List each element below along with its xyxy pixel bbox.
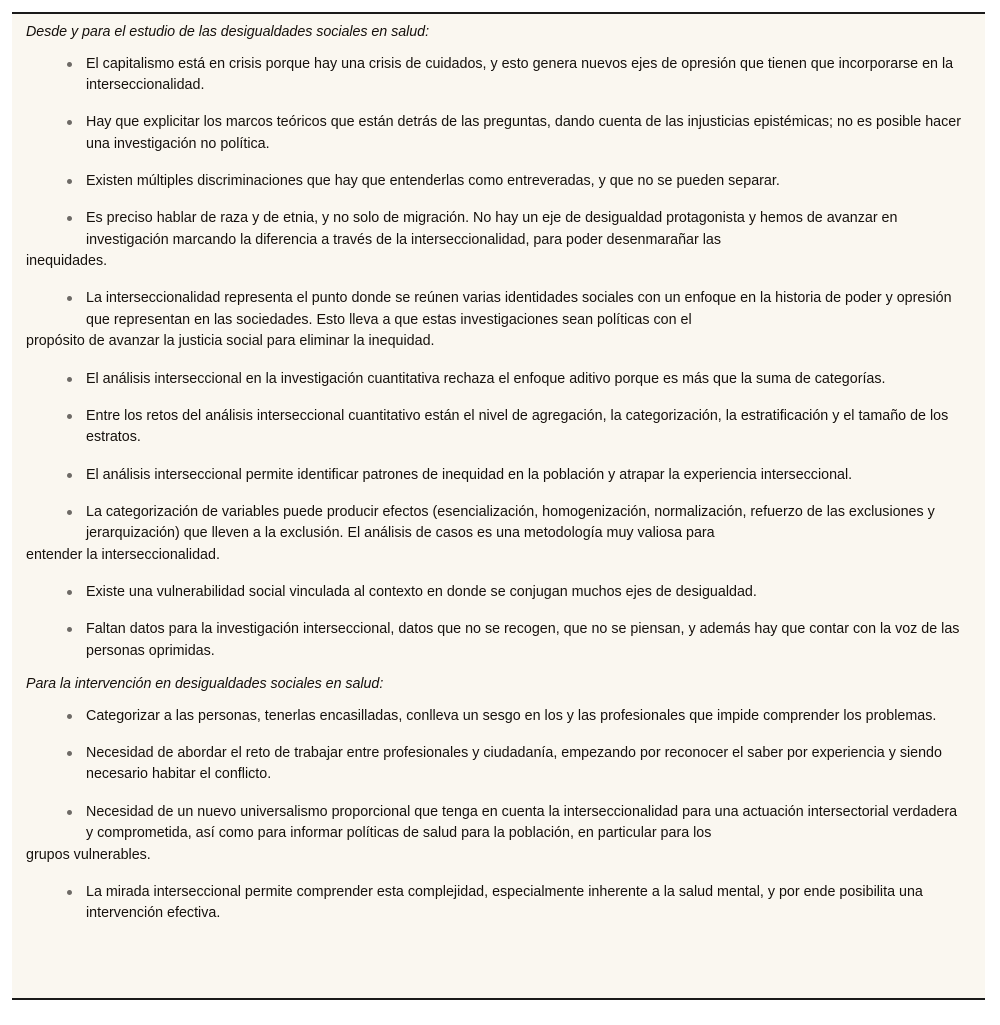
bullet-dot-icon [67, 510, 72, 515]
list-item [26, 743, 971, 786]
bullet-dot-icon [67, 627, 72, 632]
list-item-text: Faltan datos para la investigación interseccional, datos que no se recogen, que no se piensan, y además hay que contar con la voz de las personas oprimidas. [86, 621, 960, 659]
list-item [26, 802, 971, 866]
bullet-dot-icon [67, 751, 72, 756]
list-item-text: La categorización de variables puede producir efectos (esencialización, homogenización, normalización, refuerzo de las exclusiones y jerarquización) que lleven a la exclusión. El análisis de casos es una metodología muy valiosa para [86, 503, 935, 542]
list-item-body [86, 743, 963, 786]
bullet-dot-icon [67, 810, 72, 815]
list-item [26, 706, 971, 727]
spacer [26, 272, 971, 288]
spacer [26, 866, 971, 882]
bullet-dot-icon [67, 890, 72, 895]
list-item-text: Es preciso hablar de raza y de etnia, y no solo de migración. No hay un eje de desigualdad protagonista y hemos de avanzar en investigación marcando la diferencia a través de la interseccionalidad, para poder desenmarañar las [86, 210, 898, 248]
spacer [26, 45, 971, 54]
list-item-body [26, 288, 963, 352]
bullet-dot-icon [67, 216, 72, 221]
section-heading: Para la intervención en desigualdades sociales en salud: [26, 676, 384, 693]
spacer [26, 566, 971, 582]
list-item-text: Categorizar a las personas, tenerlas encasilladas, conlleva un sesgo en los y las profesionales que impide comprender los problemas. [86, 707, 937, 724]
list-item-text: Hay que explicitar los marcos teóricos que están detrás de las preguntas, dando cuenta de las injusticias epistémicas; no es posible hacer una investigación no política. [86, 114, 961, 152]
list-item-body [86, 406, 963, 449]
bullet-dot-icon [67, 714, 72, 719]
bullet-dot-icon [67, 62, 72, 67]
list-item-body [26, 502, 963, 566]
list-item-text: La mirada interseccional permite comprender esta complejidad, especialmente inherente a la salud mental, y por ende posibilita una intervención efectiva. [86, 883, 923, 922]
list-item-body [86, 171, 963, 192]
list-item-text: El análisis interseccional en la investigación cuantitativa rechaza el enfoque aditivo porque es más que la suma de categorías. [86, 370, 886, 387]
bullet-dot-icon [67, 120, 72, 125]
document-panel [12, 12, 985, 1000]
list-item-body [26, 802, 963, 866]
list-item-text: Existe una vulnerabilidad social vinculada al contexto en donde se conjugan muchos ejes de desigualdad. [86, 584, 757, 601]
bullet-dot-icon [67, 179, 72, 184]
list-item-text: Necesidad de abordar el reto de trabajar entre profesionales y ciudadanía, empezando por reconocer el saber por experiencia y siendo necesario habitar el conflicto. [86, 745, 942, 783]
spacer [26, 155, 971, 171]
list-item-text: El análisis interseccional permite identificar patrones de inequidad en la población y atrapar la experiencia interseccional. [86, 466, 853, 483]
list-item-text-continuation: entender la interseccionalidad. [26, 546, 220, 563]
list-item-body [86, 465, 963, 486]
spacer [26, 603, 971, 619]
list-item-text: Existen múltiples discriminaciones que hay que entenderlas como entreveradas, y que no se pueden separar. [86, 173, 780, 190]
list-item [26, 465, 971, 486]
document-section [26, 23, 971, 662]
list-item-text: La interseccionalidad representa el punto donde se reúnen varias identidades sociales con un enfoque en la historia de poder y opresión que representan en las sociedades. Esto lleva a que estas investigaciones sean políticas con el [86, 290, 952, 328]
spacer [26, 786, 971, 802]
list-item [26, 208, 971, 272]
list-item-text: El capitalismo está en crisis porque hay una crisis de cuidados, y esto genera nuevos ejes de opresión que tienen que incorporarse en la interseccionalidad. [86, 55, 954, 93]
list-item [26, 171, 971, 192]
list-item [26, 582, 971, 603]
list-item-text-continuation: grupos vulnerables. [26, 846, 151, 863]
document-content [12, 14, 985, 925]
list-item [26, 112, 971, 155]
list-item-body [86, 619, 963, 662]
list-item [26, 54, 971, 97]
list-item-body [26, 208, 963, 272]
list-item-body [86, 54, 963, 97]
sections-container [26, 23, 971, 925]
list-item-body [86, 582, 963, 603]
spacer [26, 96, 971, 112]
bullet-dot-icon [67, 414, 72, 419]
list-item [26, 882, 971, 925]
spacer [26, 697, 971, 706]
spacer [26, 390, 971, 406]
bullet-list [26, 54, 971, 663]
list-item-body [86, 369, 963, 390]
section-heading: Desde y para el estudio de las desigualdades sociales en salud: [26, 24, 429, 40]
spacer [26, 449, 971, 465]
list-item-body [86, 112, 963, 155]
bullet-dot-icon [67, 590, 72, 595]
list-item [26, 406, 971, 449]
list-item-text-continuation: inequidades. [26, 253, 108, 270]
bullet-dot-icon [67, 296, 72, 301]
list-item [26, 288, 971, 352]
list-item-text-continuation: propósito de avanzar la justicia social para eliminar la inequidad. [26, 333, 435, 350]
spacer [26, 727, 971, 743]
list-item-text: Entre los retos del análisis interseccional cuantitativo están el nivel de agregación, la categorización, la estratificación y el tamaño de los estratos. [86, 407, 949, 446]
list-item-text: Necesidad de un nuevo universalismo proporcional que tenga en cuenta la interseccionalidad para una actuación intersectorial verdadera y comprometida, así como para informar políticas de salud para la población, en particular para los [86, 803, 958, 842]
spacer [26, 192, 971, 208]
list-item [26, 502, 971, 566]
document-section [26, 675, 971, 924]
bullet-dot-icon [67, 377, 72, 382]
spacer [26, 486, 971, 502]
list-item-body [86, 882, 963, 925]
list-item [26, 619, 971, 662]
list-item-body [86, 706, 963, 727]
bullet-dot-icon [67, 473, 72, 478]
list-item [26, 369, 971, 390]
spacer [26, 353, 971, 369]
bullet-list [26, 706, 971, 925]
